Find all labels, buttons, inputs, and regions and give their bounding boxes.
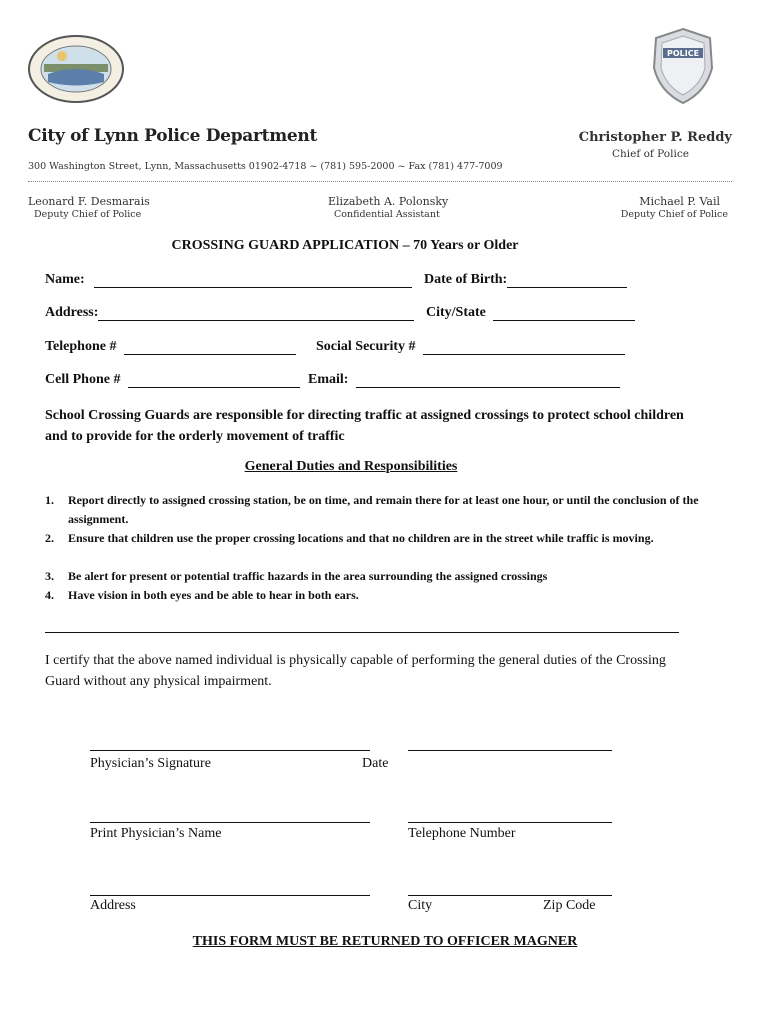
- cell-row: [45, 372, 300, 388]
- duty-text: Report directly to assigned crossing station, be on time, and remain there for at least one hour, or until the conclusion of the assignment.: [68, 493, 699, 526]
- telephone-number-line[interactable]: [408, 822, 612, 823]
- header-divider: [28, 181, 732, 182]
- address-label: Address:: [45, 305, 99, 320]
- name-row: [45, 272, 412, 288]
- cell-label: Cell Phone #: [45, 372, 121, 387]
- address-row: [45, 305, 414, 321]
- telephone-row: [45, 339, 296, 355]
- police-badge-logo: [648, 26, 718, 106]
- telephone-label: Telephone #: [45, 339, 117, 354]
- city-state-row: [426, 305, 635, 321]
- staff-title-2: Confidential Assistant: [334, 209, 440, 220]
- certification-text: I certify that the above named individual is physically capable of performing the general duties of the Crossing Guard without any physical impairment.: [45, 653, 666, 689]
- city-state-field[interactable]: [493, 306, 635, 321]
- cell-field[interactable]: [128, 373, 300, 388]
- city-zip-line[interactable]: [408, 895, 612, 896]
- badge-label: POLICE: [666, 49, 700, 58]
- date-label: Date: [362, 756, 389, 771]
- duties-heading: General Duties and Responsibilities: [244, 459, 458, 474]
- city-label: City: [408, 898, 433, 913]
- section-divider: [45, 632, 679, 633]
- staff-name-3: Michael P. Vail: [639, 195, 720, 208]
- chief-name: Christopher P. Reddy: [578, 130, 732, 145]
- physician-address-line[interactable]: [90, 895, 370, 896]
- duty-number: 2.: [45, 531, 54, 545]
- physician-signature-label: Physician’s Signature: [90, 756, 211, 771]
- duty-number: 1.: [45, 493, 54, 507]
- duty-text: Have vision in both eyes and be able to hear in both ears.: [68, 588, 359, 602]
- city-state-label: City/State: [426, 305, 486, 320]
- staff-name-2: Elizabeth A. Polonsky: [328, 195, 449, 208]
- name-label: Name:: [45, 272, 85, 287]
- staff-title-1: Deputy Chief of Police: [34, 209, 142, 220]
- telephone-number-label: Telephone Number: [408, 826, 516, 841]
- physician-signature-line[interactable]: [90, 750, 370, 751]
- telephone-field[interactable]: [124, 340, 296, 355]
- staff-title-3: Deputy Chief of Police: [620, 209, 728, 220]
- email-label: Email:: [308, 372, 349, 387]
- zip-label: Zip Code: [543, 898, 596, 913]
- ssn-field[interactable]: [423, 340, 625, 355]
- duty-text: Ensure that children use the proper crossing locations and that no children are in the street while traffic is moving.: [68, 531, 654, 545]
- department-name: City of Lynn Police Department: [28, 126, 318, 146]
- email-field[interactable]: [356, 373, 620, 388]
- duties-list: [0, 491, 770, 611]
- name-field[interactable]: [94, 273, 412, 288]
- dob-label: Date of Birth:: [424, 272, 508, 287]
- date-line[interactable]: [408, 750, 612, 751]
- city-seal-logo: [26, 34, 126, 104]
- dob-row: [424, 272, 627, 288]
- intro-paragraph: School Crossing Guards are responsible for directing traffic at assigned crossings to protect school children and to provide for the orderly movement of traffic: [45, 408, 684, 444]
- print-name-line[interactable]: [90, 822, 370, 823]
- staff-name-1: Leonard F. Desmarais: [28, 195, 150, 208]
- email-row: [308, 372, 620, 388]
- department-address: 300 Washington Street, Lynn, Massachusetts 01902-4718 ~ (781) 595-2000 ~ Fax (781) 477-7009: [28, 161, 503, 172]
- chief-title: Chief of Police: [612, 148, 689, 160]
- dob-field[interactable]: [507, 273, 627, 288]
- print-name-label: Print Physician’s Name: [90, 826, 222, 841]
- form-title: CROSSING GUARD APPLICATION – 70 Years or Older: [171, 238, 519, 253]
- duty-number: 3.: [45, 569, 54, 583]
- return-instruction: THIS FORM MUST BE RETURNED TO OFFICER MAGNER: [192, 934, 578, 949]
- physician-address-label: Address: [90, 898, 136, 913]
- ssn-label: Social Security #: [316, 339, 416, 354]
- address-field[interactable]: [98, 306, 414, 321]
- duty-number: 4.: [45, 588, 54, 602]
- duty-text: Be alert for present or potential traffic hazards in the area surrounding the assigned crossings: [68, 569, 548, 583]
- ssn-row: [316, 339, 625, 355]
